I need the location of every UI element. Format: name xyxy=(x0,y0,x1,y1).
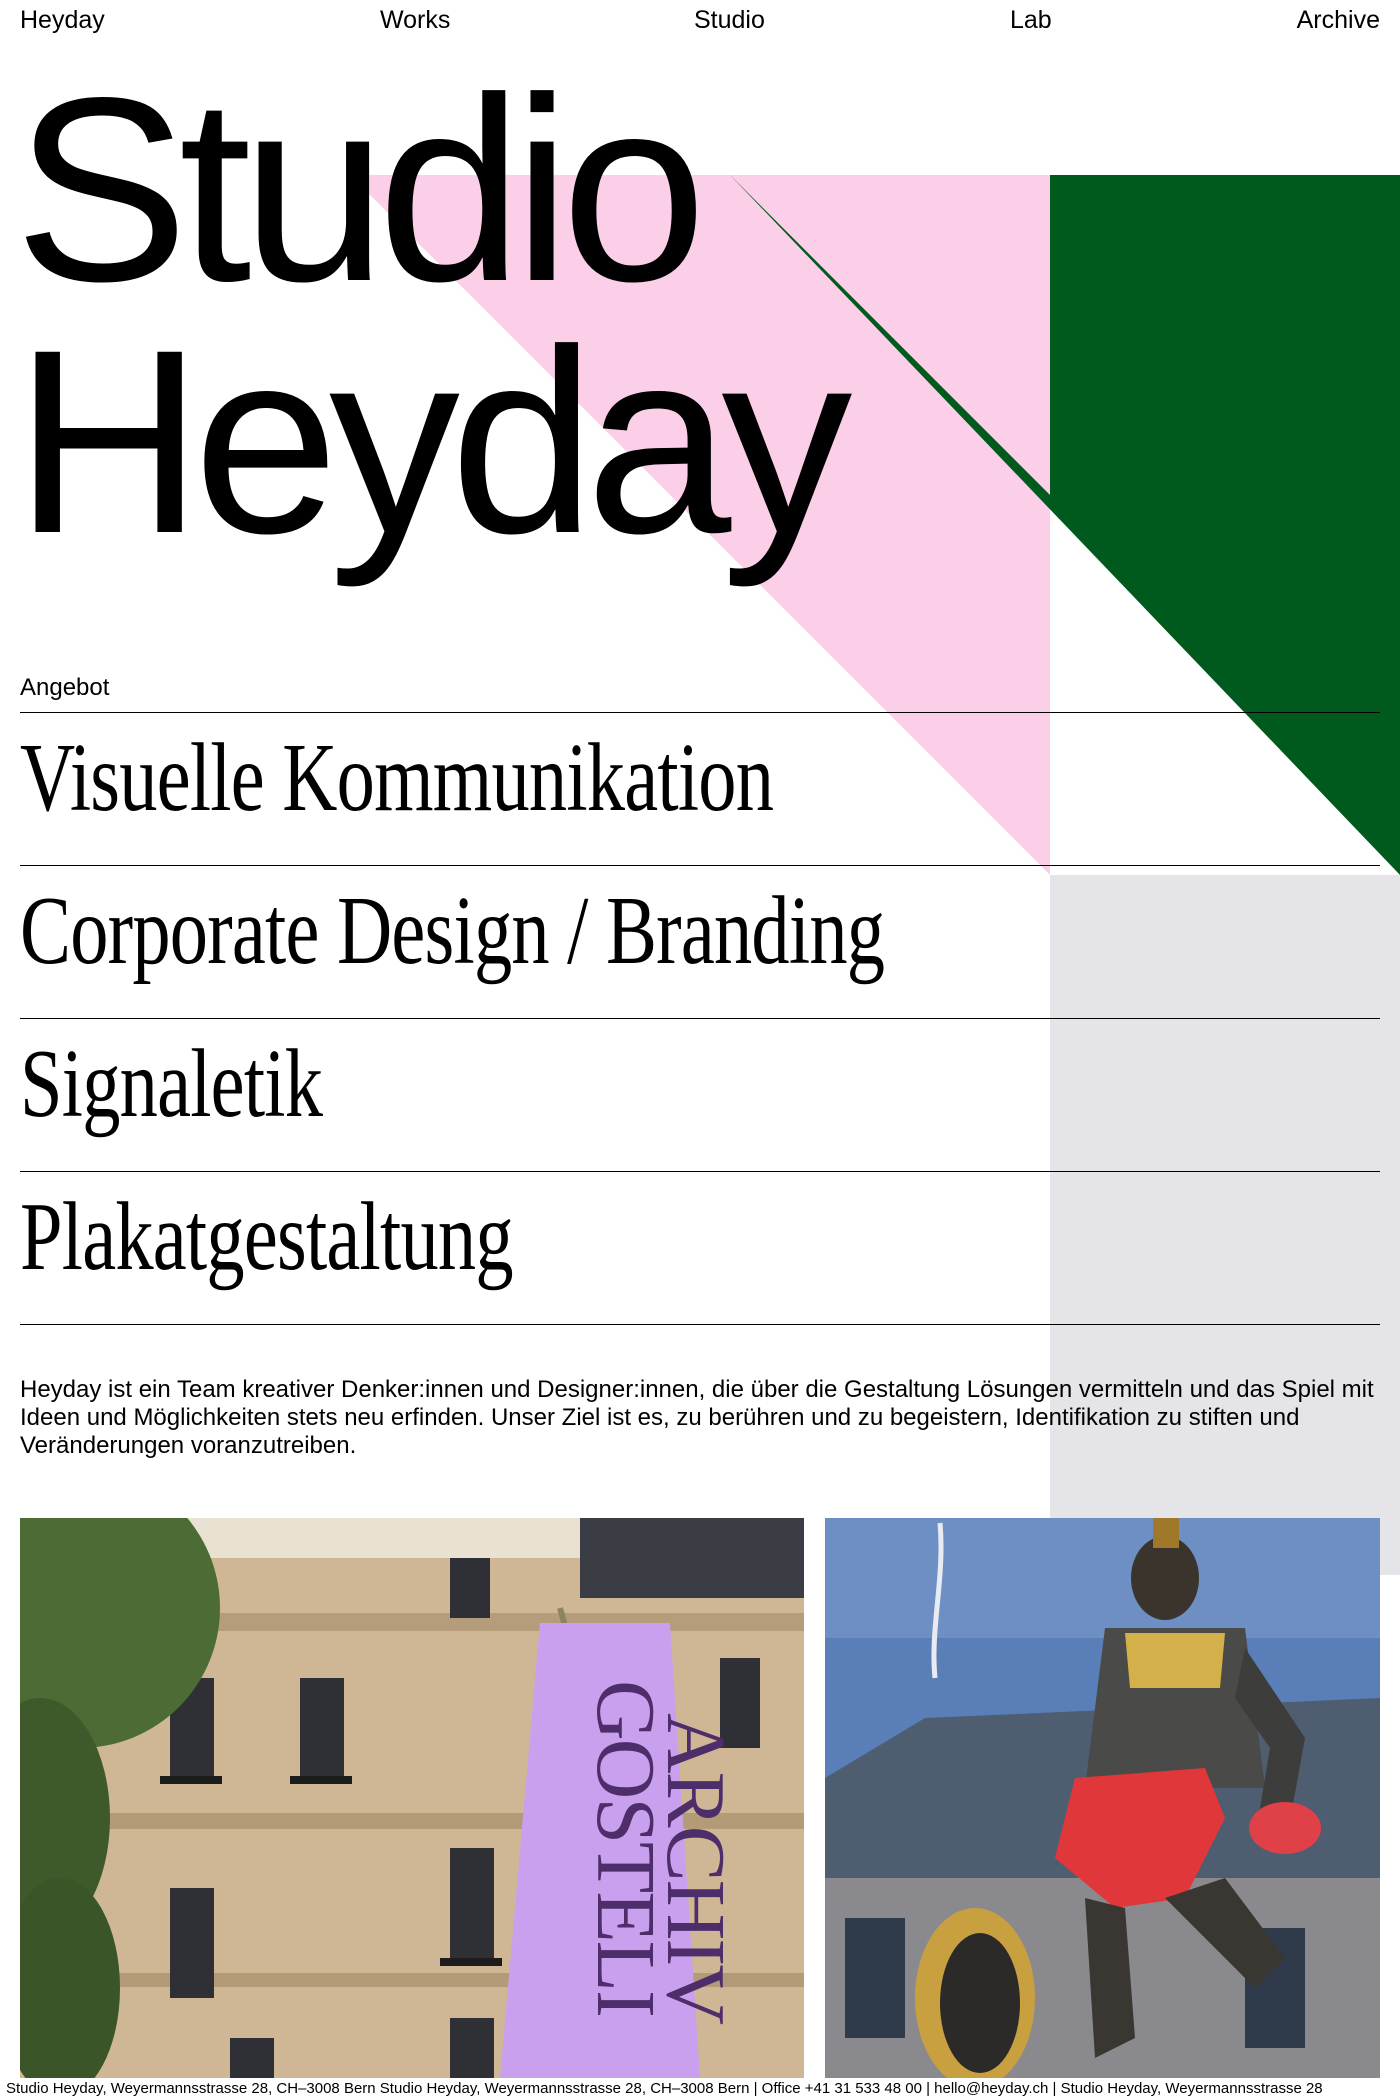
offer-item-visuelle-kommunikation[interactable] xyxy=(20,713,1380,866)
building-banner-photo xyxy=(20,1518,804,2078)
banner-text-line-2: ARCHIV xyxy=(649,1712,742,2024)
project-image-statue[interactable] xyxy=(825,1518,1380,2078)
offer-item-corporate-design[interactable] xyxy=(20,866,1380,1019)
nav-item-studio[interactable]: Studio xyxy=(694,6,765,34)
nav-item-archive[interactable]: Archive xyxy=(1296,6,1380,34)
nav-item-lab[interactable]: Lab xyxy=(1010,6,1052,34)
hero-title xyxy=(14,43,843,588)
offer-list xyxy=(20,712,1380,1325)
offer-item-signaletik[interactable] xyxy=(20,1019,1380,1172)
offer-item-label: Plakatgestaltung xyxy=(20,1183,513,1291)
top-nav xyxy=(20,6,1380,36)
banner-text-line-1: GOSTELI xyxy=(579,1680,672,2016)
hero-title-line-1: Studio xyxy=(14,43,697,336)
offer-item-label: Signaletik xyxy=(20,1030,323,1138)
project-image-gosteli-archiv[interactable] xyxy=(20,1518,804,2078)
hero-title-line-2: Heyday xyxy=(14,295,843,588)
offer-item-label: Corporate Design / Branding xyxy=(20,877,885,985)
offer-item-label: Visuelle Kommunikation xyxy=(20,724,774,832)
offer-section-label: Angebot xyxy=(20,674,110,701)
intro-paragraph: Heyday ist ein Team kreativer Denker:innen und Designer:innen, die über die Gestaltung Lösungen vermitteln und das Spiel mit Ideen und Möglichkeiten stets neu erfinden. Unser Ziel ist es, zu berühren und zu begeistern, Identifikation zu stiften und Veränderungen voranzutreiben. xyxy=(20,1376,1374,1459)
nav-logo-heyday[interactable]: Heyday xyxy=(20,6,105,34)
nav-item-works[interactable]: Works xyxy=(380,6,451,34)
offer-item-plakatgestaltung[interactable] xyxy=(20,1172,1380,1325)
footer-ticker: Studio Heyday, Weyermannsstrasse 28, CH–3008 Bern Studio Heyday, Weyermannsstrasse 28, CH–3008 Bern | Office +41 31 533 48 00 | hello@heyday.ch | Studio Heyday, Weyermannsstrasse 28 xyxy=(0,2078,1400,2100)
statue-photo xyxy=(825,1518,1380,2078)
